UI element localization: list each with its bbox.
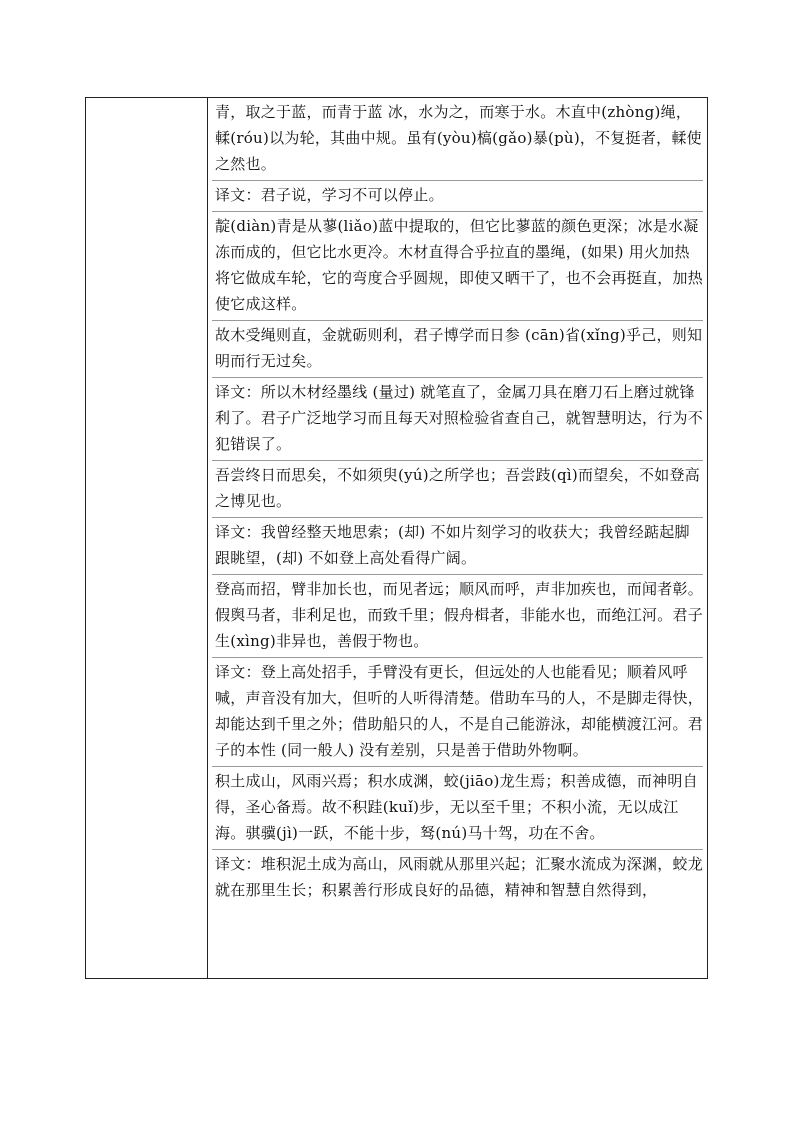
- translation-paragraph: 靛(diàn)青是从蓼(liǎo)蓝中提取的，但它比蓼蓝的颜色更深；冰是水凝冻而成的，但它比水更冷。木材直得合乎拉直的墨绳，(如果) 用火加热将它做成车轮，它的弯度合乎圆规，即使又晒干了，也不会再挺直，加热使它成这样。: [212, 212, 703, 321]
- classical-text-paragraph: 登高而招，臂非加长也，而见者远；顺风而呼，声非加疾也，而闻者彰。假舆马者，非利足也，而致千里；假舟楫者，非能水也，而绝江河。君子生(xìng)非异也，善假于物也。: [212, 575, 703, 658]
- translation-paragraph: 译文：堆积泥土成为高山，风雨就从那里兴起；汇聚水流成为深渊，蛟龙就在那里生长；积累善行形成良好的品德，精神和智慧自然得到，: [215, 855, 704, 899]
- translation-paragraph: 译文：我曾经整天地思索；(却) 不如片刻学习的收获大；我曾经踮起脚跟眺望，(却) 不如登上高处看得广阔。: [212, 518, 703, 575]
- content-table: [85, 97, 708, 979]
- classical-text-paragraph: 吾尝终日而思矣，不如须臾(yú)之所学也；吾尝跂(qì)而望矣，不如登高之博见也。: [212, 461, 703, 518]
- classical-text-paragraph: 青，取之于蓝，而青于蓝 冰，水为之，而寒于水。木直中(zhòng)绳，輮(róu)以为轮，其曲中规。虽有(yòu)槁(gǎo)暴(pù)，不复挺者，輮使之然也。: [212, 98, 703, 181]
- translation-paragraph: 译文：登上高处招手，手臂没有更长，但远处的人也能看见；顺着风呼喊，声音没有加大，但听的人听得清楚。借助车马的人，不是脚走得快，却能达到千里之外；借助船只的人，不是自己能游泳，却能横渡江河。君子的本性 (同一般人) 没有差别，只是善于借助外物啊。: [212, 658, 703, 767]
- text-cell: [208, 98, 707, 978]
- translation-paragraph: 译文：所以木材经墨线 (量过) 就笔直了，金属刀具在磨刀石上磨过就锋利了。君子广泛地学习而且每天对照检验省查自己，就智慧明达，行为不犯错误了。: [212, 378, 703, 461]
- label-cell: [86, 98, 208, 978]
- translation-paragraph: 译文：君子说，学习不可以停止。: [212, 181, 703, 212]
- classical-text-paragraph: 故木受绳则直，金就砺则利，君子博学而日参 (cān)省(xǐng)乎己，则知明而行无过矣。: [212, 321, 703, 378]
- classical-text-paragraph: 积土成山，风雨兴焉；积水成渊，蛟(jiāo)龙生焉；积善成德，而神明自得，圣心备焉。故不积跬(kuǐ)步，无以至千里；不积小流，无以成江海。骐骥(jì)一跃，不能十步，驽(nú)马十驾，功在不舍。: [212, 767, 703, 850]
